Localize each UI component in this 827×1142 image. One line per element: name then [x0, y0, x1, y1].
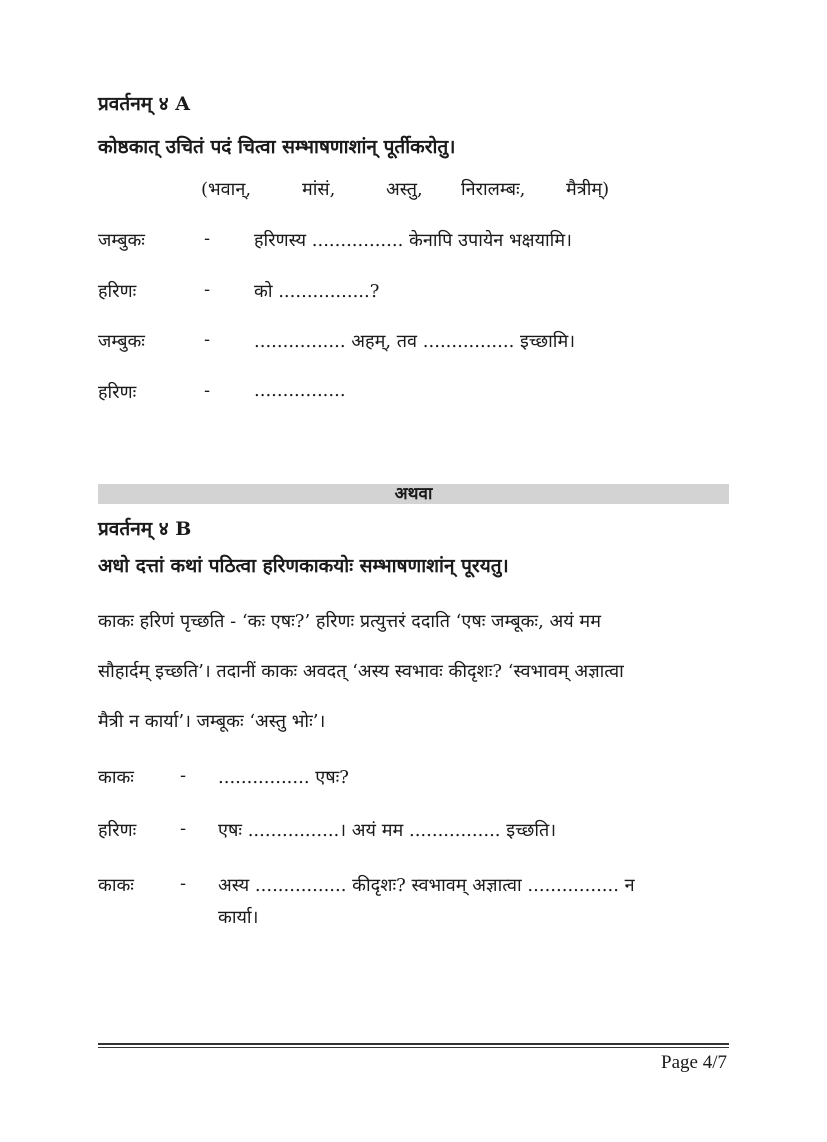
passage-line: मैत्री न कार्या’। जम्बूकः ‘अस्तु भोः’।: [98, 711, 326, 732]
dash: -: [204, 329, 211, 350]
footer-rule: [98, 1047, 729, 1048]
dialogue-text: को ................?: [254, 281, 380, 302]
dialogue-continuation: कार्या।: [218, 907, 259, 928]
speaker-label: काकः: [98, 767, 134, 788]
speaker-label: हरिणः: [98, 281, 137, 302]
option-item: (भवान्,: [201, 179, 252, 200]
speaker-label: जम्बुकः: [98, 331, 145, 352]
section-a-instruction: कोष्ठकात् उचितं पदं चित्वा सम्भाषणाशांन् पूर्तीकरोतु।: [98, 136, 456, 158]
dash: -: [204, 380, 211, 401]
dash: -: [180, 873, 187, 894]
speaker-label: जम्बुकः: [98, 230, 145, 251]
or-label: अथवा: [394, 484, 433, 504]
dash: -: [204, 279, 211, 300]
section-b-instruction: अधो दत्तां कथां पठित्वा हरिणकाकयोः सम्भाषणाशांन् पूरयतु।: [98, 555, 509, 577]
dash: -: [180, 765, 187, 786]
speaker-label: हरिणः: [98, 382, 137, 403]
section-b-title: प्रवर्तनम् ४ B: [98, 518, 192, 540]
dialogue-text: ................ एषः?: [218, 767, 349, 788]
dialogue-text: अस्य ................ कीदृशः? स्वभावम् अज्ञात्वा ................ न: [218, 875, 635, 896]
passage-line: सौहार्दम् इच्छति’। तदानीं काकः अवदत् ‘अस्य स्वभावः कीदृशः? ‘स्वभावम् अज्ञात्वा: [98, 661, 624, 682]
passage-line: काकः हरिणं पृच्छति - ‘कः एषः?’ हरिणः प्रत्युत्तरं ददाति ‘एषः जम्बूकः, अयं मम: [98, 611, 601, 632]
dialogue-text: हरिणस्य ................ केनापि उपायेन भक्षयामि।: [254, 230, 572, 251]
option-item: मांसं,: [302, 179, 336, 200]
speaker-label: काकः: [98, 875, 134, 896]
option-item: अस्तु,: [386, 179, 423, 200]
speaker-label: हरिणः: [98, 820, 137, 841]
dash: -: [204, 228, 211, 249]
dialogue-text: ................ अहम्, तव ................ इच्छामि।: [254, 331, 576, 352]
option-item: निरालम्बः,: [461, 179, 526, 200]
dash: -: [180, 818, 187, 839]
section-a-title: प्रवर्तनम् ४ A: [98, 93, 190, 115]
dialogue-text: ................: [254, 380, 346, 401]
option-item: मैत्रीम्): [566, 179, 610, 200]
footer-rule: [98, 1043, 729, 1045]
page-number: Page 4/7: [661, 1052, 727, 1073]
or-separator: [98, 484, 729, 504]
dialogue-text: एषः ................। अयं मम ................ इच्छति।: [218, 820, 557, 841]
